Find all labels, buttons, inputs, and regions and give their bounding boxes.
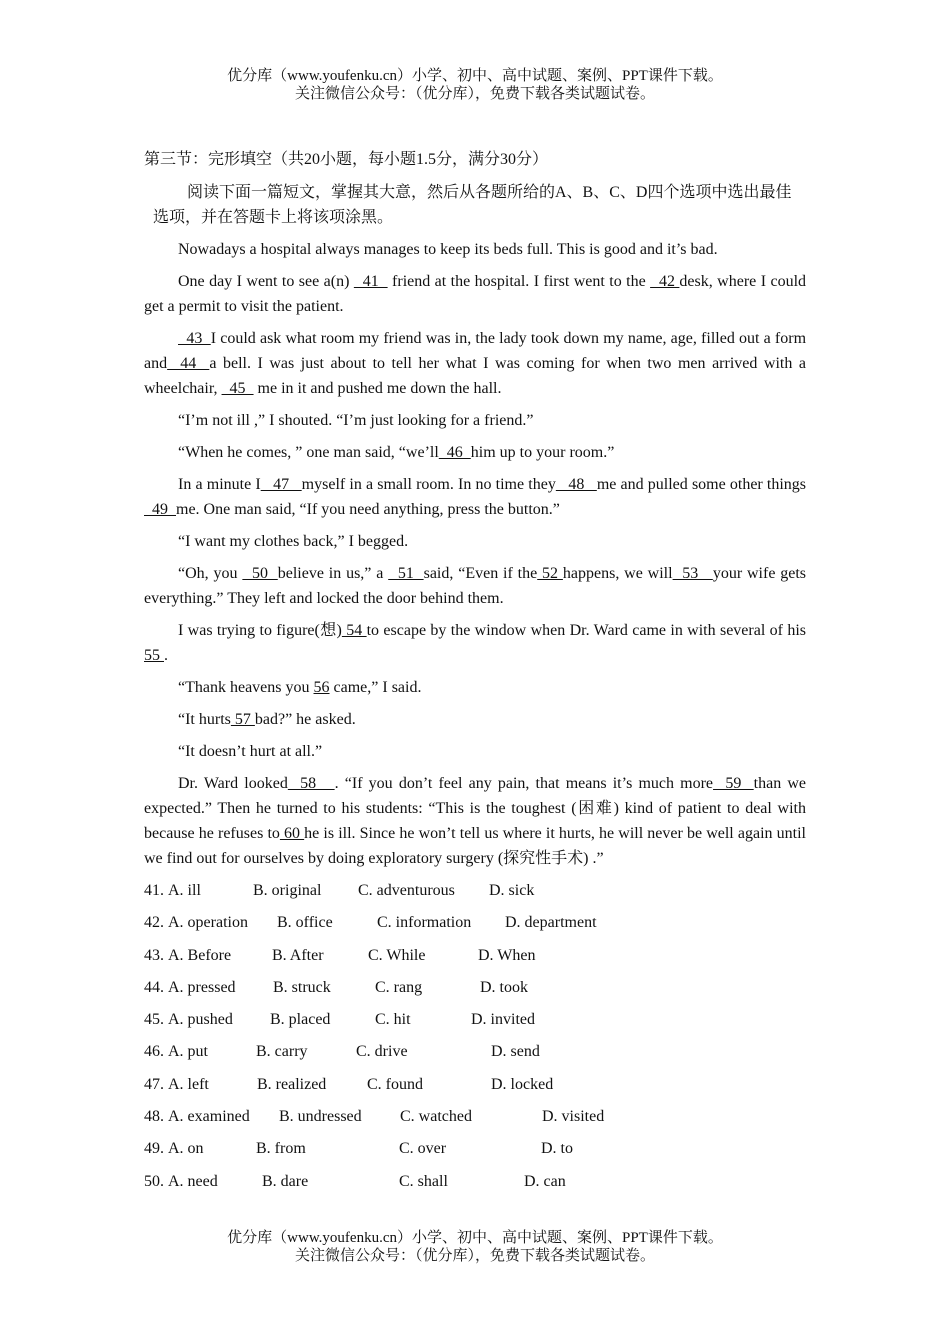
cloze-blank: 55 (144, 647, 164, 664)
question-number: 50. (144, 1172, 164, 1190)
cloze-blank: 60 (279, 825, 305, 842)
option-c: C. over (399, 1140, 447, 1158)
passage-text: . “If you don’t feel any pain, that means it’s much more (334, 775, 714, 792)
option-b: B. After (272, 946, 324, 964)
passage-paragraph (144, 707, 806, 732)
passage-text: happens, we will (562, 565, 673, 582)
passage-text: bad?” he asked. (254, 711, 356, 728)
passage-text: me in it and pushed me down the hall. (253, 380, 502, 397)
option-b: B. from (256, 1140, 306, 1158)
passage-text: “It doesn’t hurt at all.” (178, 743, 323, 760)
cloze-blank: 44 (167, 355, 210, 372)
question-number: 44. (144, 978, 164, 996)
option-b: B. office (277, 914, 333, 932)
option-row (144, 1136, 806, 1168)
passage-text: “I’m not ill ,” I shouted. “I’m just looking for a friend.” (178, 412, 534, 429)
passage-text: “Thank heavens you (178, 679, 314, 696)
cloze-blank: 46 (438, 444, 471, 461)
option-c: C. drive (356, 1043, 408, 1061)
passage-text: than we expected.” Then he turned to his students: “This is the toughest (困难) kind of patient to deal with because he refuses to (144, 775, 807, 842)
cloze-blank: 57 (230, 711, 255, 728)
passage-text: I was trying to figure(想) (178, 622, 342, 639)
option-a: A. ill (168, 882, 201, 899)
passage-text: friend at the hospital. I first went to the (387, 273, 651, 290)
cloze-blank: 47 (260, 476, 302, 493)
cloze-blank: 53 (672, 565, 713, 582)
option-a: A. pressed (168, 978, 236, 996)
option-a-cell (144, 943, 272, 975)
passage-paragraph (144, 472, 806, 522)
option-b: B. original (253, 882, 322, 899)
option-row (144, 1007, 806, 1039)
option-a-cell (144, 1039, 256, 1071)
option-d: D. invited (471, 1011, 535, 1029)
option-d: D. department (505, 914, 597, 932)
passage-text: a bell. I was just about to tell her what I was coming for when two men arrived with a wheelchair, (144, 355, 807, 397)
passage-paragraph (144, 675, 806, 700)
option-a: A. examined (168, 1108, 250, 1126)
option-c: C. While (368, 946, 426, 964)
page-footer (0, 1229, 950, 1265)
page-header (0, 67, 950, 103)
option-row (144, 1104, 806, 1136)
passage-text: him up to your room.” (470, 444, 615, 461)
question-number: 48. (144, 1108, 164, 1126)
passage-paragraph (144, 739, 806, 764)
question-number: 42. (144, 914, 164, 932)
option-b: B. placed (270, 1011, 331, 1029)
option-a-cell (144, 975, 273, 1007)
option-c: C. adventurous (358, 882, 455, 899)
cloze-blank: 48 (555, 476, 597, 493)
header-line-2: 关注微信公众号：（优分库），免费下载各类试题试卷。 (294, 86, 655, 102)
passage-text: In a minute I (178, 476, 261, 493)
option-c: C. rang (375, 978, 423, 996)
passage-paragraph (144, 561, 806, 611)
option-d: D. visited (542, 1108, 605, 1126)
option-b: B. dare (262, 1172, 309, 1190)
cloze-blank: 56 (313, 679, 330, 696)
passage-paragraph (144, 771, 806, 871)
cloze-passage (144, 237, 806, 871)
passage-text: myself in a small room. In no time they (301, 476, 556, 493)
passage-text: “I want my clothes back,” I begged. (178, 533, 409, 550)
footer-line-1: 优分库（www.youfenku.cn）小学、初中、高中试题、案例、PPT课件下载。 (227, 1230, 723, 1246)
option-a-cell (144, 878, 253, 910)
cloze-blank: 51 (388, 565, 424, 582)
passage-text: me and pulled some other things (596, 476, 807, 493)
option-row (144, 975, 806, 1007)
option-b: B. carry (256, 1043, 308, 1061)
option-a: A. pushed (168, 1011, 233, 1029)
passage-paragraph (144, 237, 806, 262)
passage-text: I could ask what room my friend was in, the lady took down my name, age, filled out a form and (144, 330, 807, 372)
option-a-cell (144, 1072, 257, 1104)
option-a: A. put (168, 1043, 208, 1061)
exam-body (144, 148, 806, 1201)
passage-paragraph (144, 326, 806, 401)
question-number: 49. (144, 1140, 164, 1158)
passage-text: said, “Even if the (423, 565, 538, 582)
question-number: 43. (144, 946, 164, 964)
passage-text: your wife gets everything.” They left and locked the door behind them. (144, 565, 807, 607)
passage-text: believe in us,” a (277, 565, 389, 582)
question-number: 46. (144, 1043, 164, 1061)
option-c: C. found (367, 1075, 423, 1093)
option-a-cell (144, 1104, 279, 1136)
passage-text: desk, where I could get a permit to visit the patient. (144, 273, 807, 315)
option-c: C. hit (375, 1011, 411, 1029)
passage-text: Nowadays a hospital always manages to keep its beds full. This is good and it’s bad. (178, 241, 718, 258)
passage-paragraph (144, 618, 806, 668)
option-d: D. sick (489, 882, 535, 899)
passage-text: came,” I said. (329, 679, 422, 696)
option-row (144, 910, 806, 942)
option-a-cell (144, 1136, 256, 1168)
cloze-blank: 41 (353, 273, 388, 290)
passage-paragraph (144, 269, 806, 319)
option-d: D. locked (491, 1075, 554, 1093)
option-b: B. struck (273, 978, 331, 996)
cloze-blank: 49 (144, 501, 176, 518)
footer-line-2: 关注微信公众号：（优分库），免费下载各类试题试卷。 (294, 1248, 655, 1264)
option-a: A. left (168, 1075, 209, 1093)
question-number: 45. (144, 1011, 164, 1029)
option-row (144, 878, 806, 910)
option-a-cell (144, 1169, 262, 1201)
option-b: B. undressed (279, 1108, 362, 1126)
option-a-cell (144, 910, 277, 942)
question-number: 41. (144, 882, 164, 899)
option-d: D. to (541, 1140, 573, 1158)
passage-text: Dr. Ward looked (178, 775, 288, 792)
option-row (144, 1169, 806, 1201)
option-a: A. on (168, 1140, 204, 1158)
passage-paragraph (144, 408, 806, 433)
option-row (144, 1039, 806, 1071)
option-row (144, 943, 806, 975)
passage-text: “It hurts (178, 711, 231, 728)
option-row (144, 1072, 806, 1104)
cloze-blank: 42 (650, 273, 680, 290)
option-a-cell (144, 1007, 270, 1039)
passage-paragraph (144, 529, 806, 554)
passage-text: “Oh, you (178, 565, 243, 582)
passage-text: One day I went to see a(n) (178, 273, 354, 290)
cloze-blank: 45 (221, 380, 254, 397)
passage-text: me. One man said, “If you need anything, press the button.” (176, 501, 560, 518)
cloze-blank: 50 (242, 565, 278, 582)
option-c: C. watched (400, 1108, 472, 1126)
option-d: D. took (480, 978, 528, 996)
options-list (144, 878, 806, 1201)
option-d: D. send (491, 1043, 540, 1061)
option-c: C. information (377, 914, 472, 932)
option-d: D. When (478, 946, 536, 964)
passage-text: to escape by the window when Dr. Ward came in with several of his (366, 622, 806, 639)
section-title: 第三节：完形填空（共20小题，每小题1.5分，满分30分） (144, 151, 549, 168)
header-line-1: 优分库（www.youfenku.cn）小学、初中、高中试题、案例、PPT课件下载。 (227, 68, 723, 84)
question-number: 47. (144, 1075, 164, 1093)
cloze-blank: 43 (178, 330, 211, 347)
option-d: D. can (524, 1172, 566, 1190)
cloze-blank: 52 (537, 565, 563, 582)
passage-text: “When he comes, ” one man said, “we’ll (178, 444, 439, 461)
section-instruction: 阅读下面一篇短文，掌握其大意，然后从各题所给的A、B、C、D四个选项中选出最佳选项，并在答题卡上将该项涂黑。 (153, 184, 792, 226)
passage-text: . (164, 647, 168, 664)
passage-paragraph (144, 440, 806, 465)
cloze-blank: 54 (341, 622, 367, 639)
option-b: B. realized (257, 1075, 327, 1093)
option-c: C. shall (399, 1172, 448, 1190)
cloze-blank: 58 (287, 775, 335, 792)
cloze-blank: 59 (713, 775, 754, 792)
option-a: A. operation (168, 914, 248, 932)
option-a: A. need (168, 1172, 218, 1190)
option-a: A. Before (168, 946, 232, 964)
passage-text: he is ill. Since he won’t tell us where it hurts, he will never be well again until we find out for ourselves by doing exploratory surgery (探究性手术) .” (144, 825, 806, 867)
